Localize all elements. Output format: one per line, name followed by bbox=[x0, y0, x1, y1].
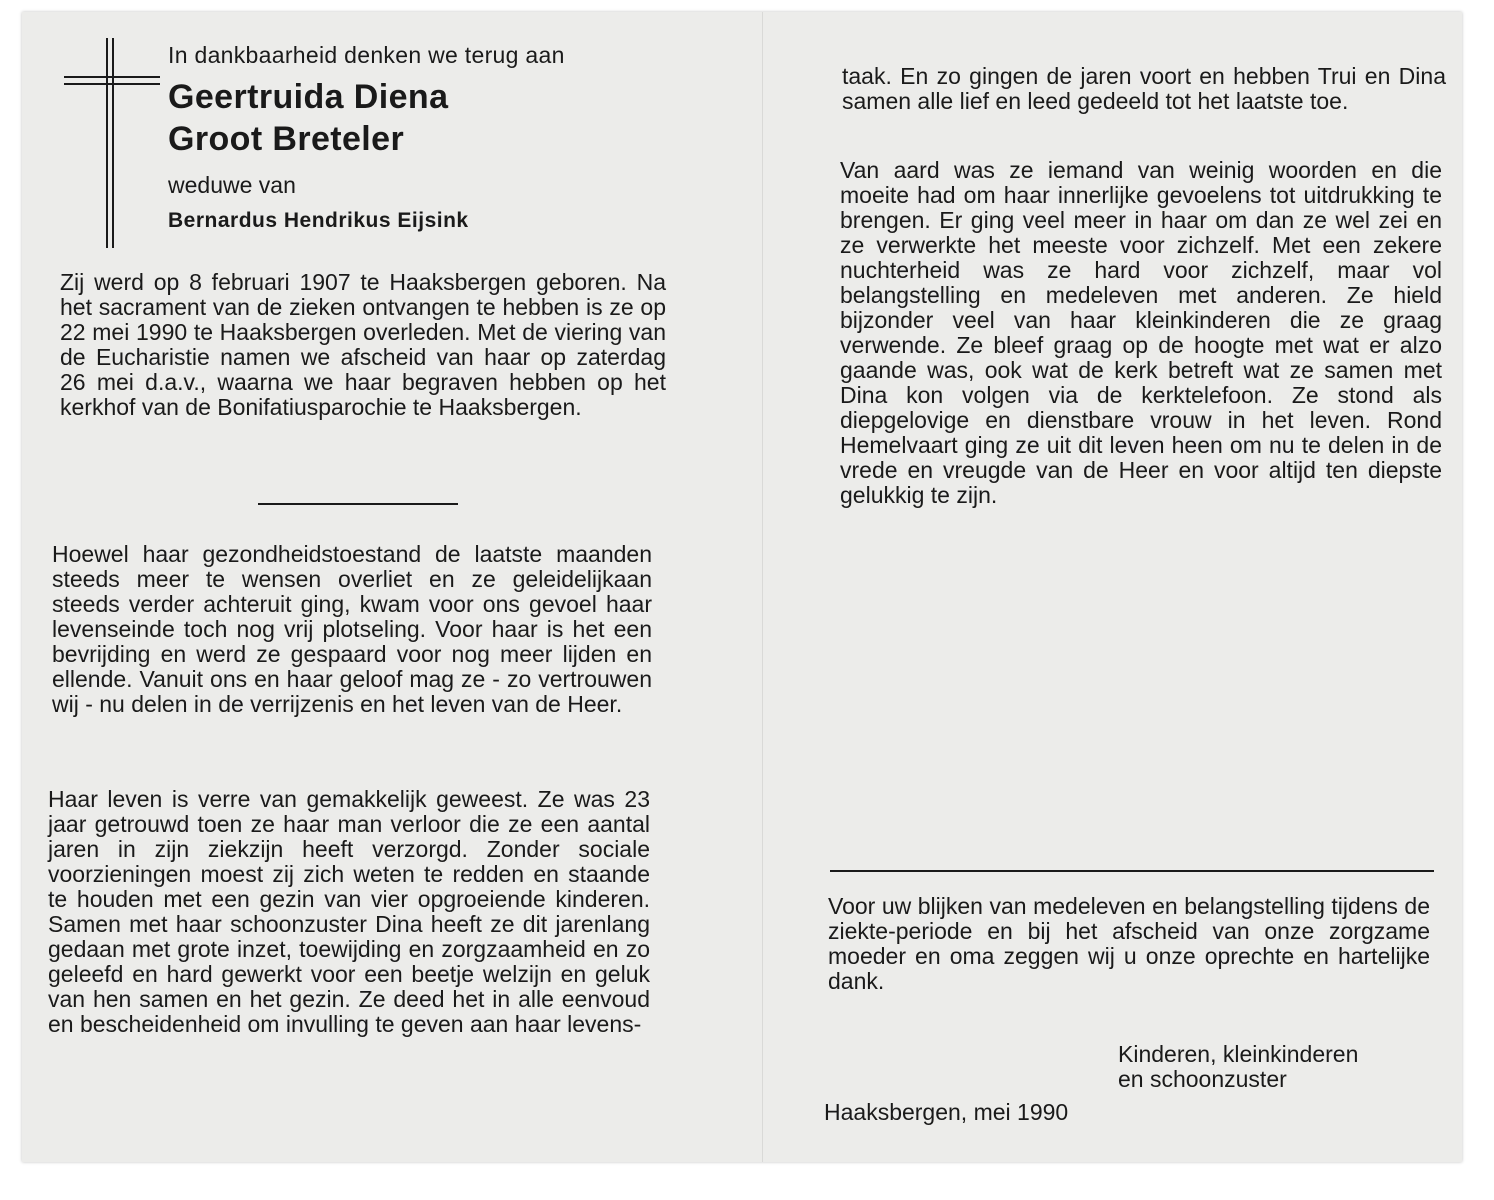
health-paragraph: Hoewel haar gezondheidstoestand de laatste maanden steeds meer te wensen overliet en ze geleidelijkaan steeds verder achteruit ging, kwam voor ons gevoel haar levenseinde toch nog vrij plotseling. Voor haar is het een bevrijding en werd ze gespaard voor nog meer lijden en ellende. Vanuit ons en haar geloof mag ze - zo vertrouwen wij - nu delen in de verrijzenis en het leven van de Heer. bbox=[52, 541, 652, 717]
thanks-paragraph-block bbox=[828, 894, 1430, 994]
divider bbox=[258, 503, 458, 505]
cross-icon-vertical-2 bbox=[112, 38, 114, 248]
thanks-paragraph: Voor uw blijken van medeleven en belangstelling tijdens de ziekte-periode en bij het afscheid van onze zorgzame moeder en oma zeggen wij u onze oprechte en hartelijke dank. bbox=[828, 893, 1430, 994]
cross-icon-vertical bbox=[106, 38, 108, 248]
place-date: Haaksbergen, mei 1990 bbox=[824, 1099, 1069, 1125]
continuation-paragraph: taak. En zo gingen de jaren voort en hebben Trui en Dina samen alle lief en leed gedeeld tot het laatste toe. bbox=[842, 63, 1446, 114]
cross-icon-horizontal-2 bbox=[64, 83, 160, 85]
card-header bbox=[168, 40, 728, 236]
left-paragraph-1 bbox=[60, 270, 666, 420]
birth-death-paragraph: Zij werd op 8 februari 1907 te Haaksbergen geboren. Na het sacrament van de zieken ontvangen te hebben is ze op 22 mei 1990 te Haaksbergen overleden. Met de viering van de Eucharistie namen we afscheid van haar op zaterdag 26 mei d.a.v., waarna we haar begraven hebben op het kerkhof van de Bonifatiusparochie te Haaksbergen. bbox=[60, 269, 666, 420]
right-paragraph-2 bbox=[840, 158, 1442, 508]
intro-text: In dankbaarheid denken we terug aan bbox=[168, 42, 565, 68]
signoff-line1: Kinderen, kleinkinderen bbox=[1118, 1041, 1359, 1067]
character-paragraph: Van aard was ze iemand van weinig woorden en die moeite had om haar innerlijke gevoelens tot uitdrukking te brengen. Er ging veel meer in haar om dan ze wel zei en ze verwerkte het meeste voor zichzelf. Met een zekere nuchterheid was ze hard voor zichzelf, maar vol belangstelling en medeleven met anderen. Ze hield bijzonder veel van haar kleinkinderen die ze graag verwende. Ze bleef graag op de hoogte met wat er alzo gaande was, ook wat de kerk betreft wat ze samen met Dina kon volgen via de kerktelefoon. Ze stond als diepgelovige en dienstbare vrouw in het leven. Rond Hemelvaart ging ze uit dit leven heen om nu te delen in de vrede en vreugde van de Heer en voor altijd ten diepste gelukkig te zijn. bbox=[840, 157, 1442, 508]
life-paragraph: Haar leven is verre van gemakkelijk geweest. Ze was 23 jaar getrouwd toen ze haar man verloor die ze een aantal jaren in zijn ziekzijn heeft verzorgd. Zonder sociale voorzieningen moest zij zich weten te redden en staande te houden met een gezin van vier opgroeiende kinderen. Samen met haar schoonzuster Dina heeft ze dit jarenlang gedaan met grote inzet, toewijding en zorgzaamheid en zo geleefd en hard gewerkt voor een beetje welzijn en geluk van hen samen en het gezin. Ze deed het in alle eenvoud en bescheidenheid om invulling te geven aan haar levens- bbox=[48, 786, 650, 1037]
signoff-line2: en schoonzuster bbox=[1118, 1066, 1287, 1092]
right-paragraph-1 bbox=[842, 64, 1446, 114]
left-paragraph-3 bbox=[48, 787, 650, 1037]
deceased-name-line1: Geertruida Diena bbox=[168, 78, 449, 116]
husband-name: Bernardus Hendrikus Eijsink bbox=[168, 209, 469, 232]
divider-long bbox=[830, 870, 1434, 872]
memorial-card bbox=[22, 12, 1462, 1162]
signoff bbox=[1118, 1042, 1358, 1092]
widow-of-label: weduwe van bbox=[168, 172, 296, 198]
cross-icon-horizontal bbox=[64, 76, 160, 78]
card-fold bbox=[762, 12, 763, 1162]
left-paragraph-2 bbox=[52, 542, 652, 717]
deceased-name-line2: Groot Breteler bbox=[168, 120, 405, 158]
